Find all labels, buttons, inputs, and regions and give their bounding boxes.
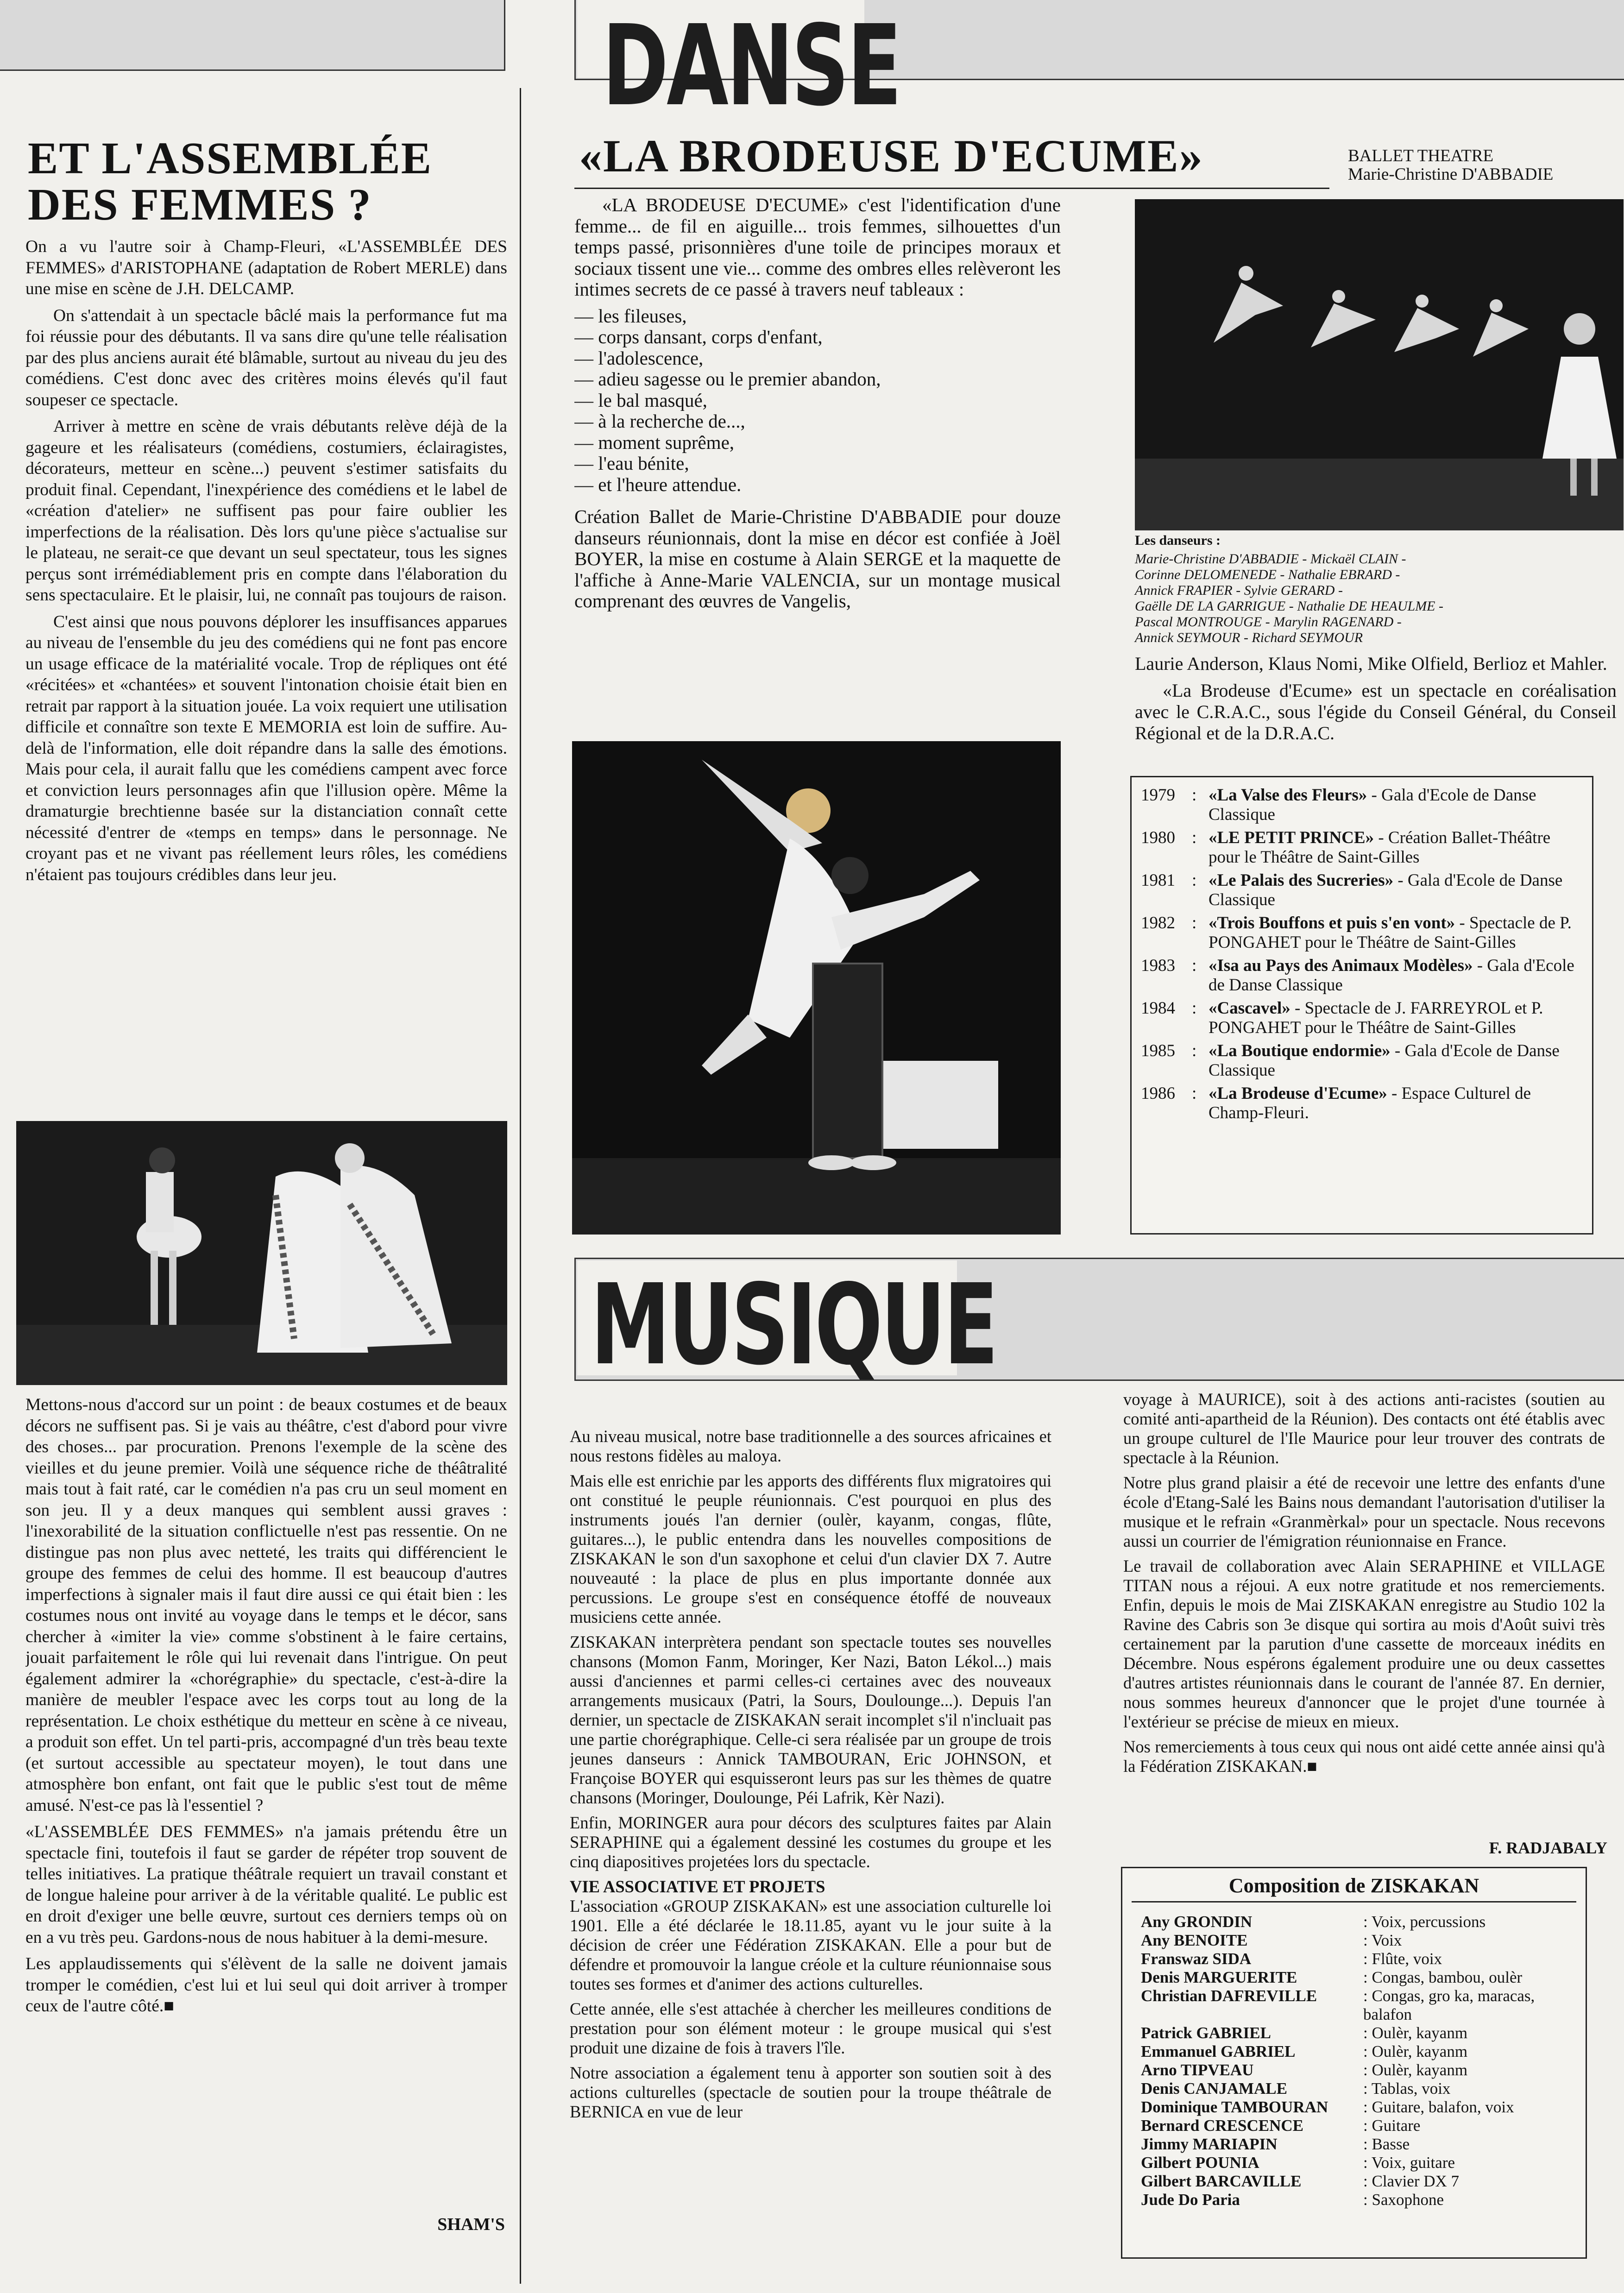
- danse-photo-ensemble: [1135, 199, 1624, 530]
- danse-byline-2: Marie-Christine D'ABBADIE: [1348, 165, 1554, 184]
- danse-tableau-item: — adieu sagesse ou le premier abandon,: [574, 368, 881, 390]
- timeline-year: 1980: [1141, 828, 1175, 847]
- musique-signature: F. RADJABALY: [1489, 1839, 1607, 1857]
- danse-byline-1: BALLET THEATRE: [1348, 146, 1494, 165]
- danse-photo-couple-illustration: [572, 741, 1061, 1235]
- timeline-row: 1981 : «Le Palais des Sucreries» - Gala d'Ecole de Danse Classique: [1141, 871, 1563, 909]
- composition-row: [1122, 1913, 1586, 1931]
- member-name: Gilbert BARCAVILLE: [1141, 2172, 1302, 2190]
- dancers-line: Annick FRAPIER - Sylvie GERARD -: [1135, 583, 1343, 598]
- danse-tableau-item: — le bal masqué,: [574, 389, 707, 411]
- member-role: : Congas, gro ka, maracas, balafon: [1363, 1987, 1535, 2023]
- timeline-row: 1984 : «Cascavel» - Spectacle de J. FARREYROL et P. PONGAHET pour le Théâtre de Saint-Gilles: [1141, 999, 1543, 1037]
- theatre-paragraph: On a vu l'autre soir à Champ-Fleuri, «L'ASSEMBLÉE DES FEMMES» d'ARISTOPHANE (adaptation de Robert MERLE) dans une mise en scène de J.H. DELCAMP.: [25, 237, 507, 298]
- musique-column-2: [1123, 1390, 1605, 1853]
- theatre-paragraph: Arriver à mettre en scène de vrais débutants relève déjà de la gageure et les réalisateurs (comédiens, costumiers, éclairagistes, décorateurs, metteur en scène...) peuvent s'estimer satisfaits du produit final. Cependant, l'inexpérience des comédiens et le label de «création d'atelier» ne suffisent pas pour faire oublier les imperfections de la réalisation. Dès lors qu'une pièce s'actualise sur le plateau, ne serait-ce que devant un seul spectateur, tous les signes perçus sont irrémédiablement pris en compte dans l'élaboration du sens spectaculaire. Et le plaisir, lui, ne connaît pas toujours de raison.: [25, 417, 507, 605]
- timeline-title: «Trois Bouffons et puis s'en vont»: [1209, 913, 1455, 932]
- timeline-row: 1983 : «Isa au Pays des Animaux Modèles» - Gala d'Ecole de Danse Classique: [1141, 956, 1574, 995]
- danse-creation: Création Ballet de Marie-Christine D'ABBADIE pour douze danseurs réunionnais, dont la mise en décor est confiée à Joël BOYER, la mise en costume à Alain SERGE et la maquette de l'affiche à Anne-Marie VALENCIA, sur un montage musical comprenant des œuvres de Vangelis,: [574, 506, 1061, 611]
- composition-row: [1122, 2191, 1586, 2209]
- musique-paragraph: Au niveau musical, notre base traditionnelle a des sources africaines et nous restons fidèles au maloya.: [570, 1427, 1051, 1465]
- member-role: : Guitare: [1363, 2117, 1421, 2135]
- member-name: Any GRONDIN: [1141, 1913, 1253, 1931]
- member-name: Jude Do Paria: [1141, 2191, 1240, 2209]
- member-role: : Clavier DX 7: [1363, 2172, 1460, 2190]
- timeline-detail: - Gala d'Ecole de Danse Classique: [1209, 871, 1563, 909]
- composition-row: [1122, 1950, 1586, 1968]
- theatre-column-bottom: [25, 1394, 507, 2251]
- member-name: Dominique TAMBOURAN: [1141, 2098, 1328, 2116]
- dancers-caption-title: Les danseurs :: [1135, 533, 1221, 548]
- member-role: : Congas, bambou, oulèr: [1363, 1968, 1523, 1986]
- theatre-paragraph: Mettons-nous d'accord sur un point : de beaux costumes et de beaux décors ne suffisent pas. Si je vais au théâtre, c'est d'abord pour vivre des choses... par procuration. Prenons l'exemple de la scène des vieilles et du jeune premier. Voilà une séquence riche de théâtralité mais tout à fait raté, car le comédien n'a pas cru un seul moment en son jeu. Il y a deux manques qui semblent aussi graves : l'inexorabilité de la situation conflictuelle n'est pas ressentie. On ne distingue pas non plus avec netteté, les traits qui différencient le groupe des femmes de celui des homme. Il est beaucoup d'autres imperfections à signaler mais il faut dire aussi ce qui était bien : les costumes nous ont invité au voyage dans le temps et le décor, sans chercher à «imiter la vie» comme s'obstinent à le faire certains, jouait parfaitement le rôle qui lui revenait dans l'intrigue. On peut également admirer la «chorégraphie» du spectacle, c'est-à-dire la manière de meubler l'espace avec les corps tout au long de la représentation. Le choix esthétique du metteur en scène à ce niveau, a produit son effet. Un tel parti-pris, accompagné d'un très beau texte (et surtout accessible au spectateur moyen), le tout dans une atmosphère bon enfant, ont fait que le public s'est tout de même amusé. N'est-ce pas là l'essentiel ?: [25, 1395, 507, 1815]
- dancers-line: Annick SEYMOUR - Richard SEYMOUR: [1135, 630, 1363, 645]
- danse-column-intro: [574, 195, 1061, 727]
- timeline-title: «La Brodeuse d'Ecume»: [1209, 1084, 1387, 1103]
- danse-tableau-item: — corps dansant, corps d'enfant,: [574, 326, 823, 347]
- danse-tableau-item: — et l'heure attendue.: [574, 473, 742, 495]
- theatre-photo: [16, 1121, 507, 1385]
- member-name: Christian DAFREVILLE: [1141, 1987, 1317, 2005]
- theatre-paragraph: [25, 1953, 507, 2017]
- danse-tableau-item: — l'adolescence,: [574, 347, 704, 369]
- member-role: : Flûte, voix: [1363, 1950, 1442, 1968]
- member-role: : Oulèr, kayanm: [1363, 2061, 1468, 2079]
- theatre-paragraph: C'est ainsi que nous pouvons déplorer les insuffisances apparues au niveau de l'ensemble du jeu des comédiens qui ne font pas encore un usage efficace de la matérialité vocale. Trop de répliques ont été «récitées» et «chantées» et souvent l'intonation choisie était bien en retrait par rapport à la situation jouée. La voix requiert une utilisation difficile et connaître son texte E MEMORIA est loin de suffire. Au-delà de l'information, elle doit répandre dans la salle des émotions. Mais pour cela, il aurait fallu que les comédiens campent avec force et conviction leurs personnages afin que l'illusion opère. Même la dramaturgie brechtienne basée sur la distanciation connaît cette nécessité d'entrer de «temps en temps» dans le personnage. Ne croyant pas et ne vivant pas réellement leurs rôles, les comédiens n'étaient pas toujours crédibles dans leur jeu.: [25, 612, 507, 884]
- timeline-row: 1986 : «La Brodeuse d'Ecume» - Espace Culturel de Champ-Fleuri.: [1141, 1084, 1531, 1122]
- timeline-row: 1979 : «La Valse des Fleurs» - Gala d'Ecole de Danse Classique: [1141, 786, 1536, 824]
- timeline-year: 1982: [1141, 913, 1175, 932]
- timeline-detail: - Gala d'Ecole de Danse Classique: [1209, 1041, 1560, 1080]
- dancers-line: Corinne DELOMENEDE - Nathalie EBRARD -: [1135, 567, 1400, 582]
- timeline-year: 1986: [1141, 1084, 1175, 1103]
- member-name: Denis CANJAMALE: [1141, 2079, 1287, 2098]
- composition-row: [1122, 2024, 1586, 2042]
- section-title-danse: DANSE: [602, 1, 900, 131]
- member-role: : Tablas, voix: [1363, 2079, 1451, 2098]
- danse-tableau-item: — moment suprême,: [574, 431, 735, 453]
- timeline-title: «Cascavel»: [1209, 999, 1290, 1018]
- member-role: : Voix: [1363, 1931, 1402, 1949]
- musique-paragraph: Mais elle est enrichie par les apports des différents flux migratoires qui ont constitué le peuple réunionnais. C'est pourquoi en plus des instruments joués l'an dernier (oulèr, kayanm, congas, flûte, guitares...), le public entendra dans les nouvelles compositions de ZISKAKAN le son d'un saxophone et celui d'un clavier DX 7. Autre nouveauté : la place de plus en plus importante donnée aux percussions. Le groupe s'est en conséquence étoffé de nouveaux musiciens cette année.: [570, 1471, 1051, 1626]
- timeline-detail: - Espace Culturel de Champ-Fleuri.: [1209, 1084, 1531, 1122]
- composition-row: [1122, 2079, 1586, 2098]
- composition-row: [1122, 1931, 1586, 1950]
- composition-title: Composition de ZISKAKAN: [1132, 1868, 1576, 1902]
- dancers-line: Pascal MONTROUGE - Marylin RAGENARD -: [1135, 614, 1402, 630]
- timeline-title: «LE PETIT PRINCE»: [1209, 828, 1374, 847]
- musique-subhead: VIE ASSOCIATIVE ET PROJETS: [570, 1877, 825, 1896]
- member-role: : Voix, percussions: [1363, 1913, 1486, 1931]
- musique-paragraph: Notre association a également tenu à apporter son soutien soit à des actions culturelles (spectacle de soutien pour la troupe théâtrale de BERNICA en vue de leur: [570, 2063, 1051, 2121]
- member-name: Gilbert POUNIA: [1141, 2154, 1259, 2172]
- timeline-title: «La Valse des Fleurs»: [1209, 786, 1367, 805]
- timeline-detail: - Gala d'Ecole de Danse Classique: [1209, 956, 1574, 995]
- timeline-title: «La Boutique endormie»: [1209, 1041, 1391, 1060]
- member-role: : Basse: [1363, 2135, 1410, 2153]
- musique-paragraph: ZISKAKAN interprètera pendant son spectacle toutes ses nouvelles chansons (Momon Fanm, Moringer, Ker Nazi, Baton Lékol...) mais aussi d'anciennes et parmi celles-ci certaines avec des nouveaux arrangements musicaux (Patri, la Sours, Doulounge...). Depuis l'an dernier, un spectacle de ZISKAKAN serait incomplet s'il n'incluait pas une partie chorégraphique. Celle-ci sera réalisée par un groupe de trois jeunes danseurs : Annick TAMBOURAN, Eric JOHNSON, et Françoise BOYER qui esquisseront leurs pas sur les thèmes de quatre chansons (Moringer, Doulounge, Péi Lafrik, Kèr Nazi).: [570, 1632, 1051, 1807]
- member-name: Emmanuel GABRIEL: [1141, 2042, 1296, 2060]
- danse-headline-rule: [574, 188, 1329, 189]
- composition-row: [1122, 2135, 1586, 2154]
- timeline-detail: - Spectacle de P. PONGAHET pour le Théâtre de Saint-Gilles: [1209, 913, 1572, 952]
- composition-row: [1122, 1968, 1586, 1987]
- section-title-musique: MUSIQUE: [591, 1260, 997, 1390]
- danse-intro: «LA BRODEUSE D'ECUME» c'est l'identification d'une femme... de fil en aiguille... trois femmes, silhouettes d'un temps passé, prisonnières d'une toile de principes moraux et sociaux tissent une vie... comme des ombres elles relèveront les intimes secrets de ce passé à travers neuf tableaux :: [574, 195, 1061, 300]
- timeline-year: 1984: [1141, 999, 1175, 1018]
- theatre-paragraph-text: Les applaudissements qui s'élèvent de la salle ne doivent jamais tromper le comédien, c'est lui et lui seul qui doit arriver à tromper ceux de l'autre côté.: [25, 1954, 507, 2016]
- member-name: Any BENOITE: [1141, 1931, 1248, 1949]
- composition-row: [1122, 2172, 1586, 2191]
- timeline-row: 1980 : «LE PETIT PRINCE» - Création Ballet-Théâtre pour le Théâtre de Saint-Gilles: [1141, 828, 1551, 867]
- danse-tableaux-list: [574, 306, 1061, 496]
- dancers-line: Gaëlle DE LA GARRIGUE - Nathalie DE HEAULME -: [1135, 598, 1443, 614]
- timeline-year: 1985: [1141, 1041, 1175, 1060]
- column-divider: [520, 88, 521, 2284]
- timeline-row: 1985 : «La Boutique endormie» - Gala d'Ecole de Danse Classique: [1141, 1041, 1560, 1080]
- member-role: : Oulèr, kayanm: [1363, 2042, 1468, 2060]
- musique-paragraph-text: Nos remerciements à tous ceux qui nous ont aidé cette année ainsi qu'à la Fédération ZISKAKAN.: [1123, 1737, 1605, 1776]
- danse-column-right: [1135, 653, 1617, 750]
- timeline-title: «Isa au Pays des Animaux Modèles»: [1209, 956, 1473, 975]
- theatre-signature: SHAM'S: [437, 2215, 505, 2234]
- danse-headline: «LA BRODEUSE D'ECUME»: [579, 130, 1203, 182]
- danse-tableau-item: — l'eau bénite,: [574, 453, 689, 474]
- theatre-photo-illustration: [16, 1121, 507, 1385]
- member-name: Franswaz SIDA: [1141, 1950, 1252, 1968]
- header-band-left: [0, 0, 505, 71]
- timeline-detail: - Gala d'Ecole de Danse Classique: [1209, 786, 1536, 824]
- composition-row: [1122, 2117, 1586, 2135]
- member-name: Jimmy MARIAPIN: [1141, 2135, 1278, 2153]
- theatre-column-top: [25, 236, 507, 1112]
- member-role: : Oulèr, kayanm: [1363, 2024, 1468, 2042]
- musique-paragraph: Le travail de collaboration avec Alain SERAPHINE et VILLAGE TITAN nous a réjoui. A eux notre gratitude et nos remerciements. Enfin, depuis le mois de Mai ZISKAKAN enregistre au Studio 102 la Ravine des Cabris son 3e disque qui sortira au mois d'Août suivi très certainement par la parution d'une cassette de morceaux inédits en Décembre. Nous espérons également produire une ou deux cassettes d'autres artistes réunionnais dans le courant de l'année 87. En dernier, nous sommes heureux d'annoncer que le projet d'une tournée à l'extérieur se précise de mieux en mieux.: [1123, 1556, 1605, 1731]
- member-name: Denis MARGUERITE: [1141, 1968, 1297, 1986]
- musique-column-1: [570, 1427, 1051, 2265]
- member-role: : Guitare, balafon, voix: [1363, 2098, 1514, 2116]
- musique-paragraph: [1123, 1737, 1605, 1776]
- musique-end-mark: ■: [1307, 1757, 1317, 1776]
- theatre-headline-line2: DES FEMMES ?: [28, 180, 372, 230]
- member-name: Patrick GABRIEL: [1141, 2024, 1271, 2042]
- danse-tableau-item: — à la recherche de...,: [574, 410, 745, 432]
- musique-paragraph: Notre plus grand plaisir a été de recevoir une lettre des enfants d'une école d'Etang-Salé les Bains nous demandant l'autorisation d'utiliser la musique et le refrain «Granmèrkal» pour un spectacle. Nous recevons aussi un courrier de l'émigration réunionnaise en France.: [1123, 1473, 1605, 1550]
- timeline-detail: - Création Ballet-Théâtre pour le Théâtre de Saint-Gilles: [1209, 828, 1551, 867]
- timeline-year: 1979: [1141, 786, 1175, 805]
- dancers-list: [1135, 551, 1617, 646]
- timeline-row: 1982 : «Trois Bouffons et puis s'en vont» - Spectacle de P. PONGAHET pour le Théâtre de Saint-Gilles: [1141, 913, 1572, 952]
- timeline-year: 1983: [1141, 956, 1175, 975]
- danse-timeline-box: [1130, 776, 1593, 1235]
- musique-paragraph: Cette année, elle s'est attachée à chercher les meilleures conditions de prestation pour son élément moteur : le groupe musical qui s'est produit une dizaine de fois à travers l'île.: [570, 1999, 1051, 2057]
- timeline-title: «Le Palais des Sucreries»: [1209, 871, 1394, 890]
- member-name: Bernard CRESCENCE: [1141, 2117, 1304, 2135]
- composition-row: [1122, 2042, 1586, 2061]
- danse-tableau-item: — les fileuses,: [574, 305, 687, 327]
- danse-photo-ensemble-illustration: [1135, 199, 1624, 530]
- danse-photo-couple: [572, 741, 1061, 1235]
- dancers-line: Marie-Christine D'ABBADIE - Mickaël CLAIN -: [1135, 551, 1406, 567]
- composition-row: [1122, 2061, 1586, 2079]
- member-role: : Voix, guitare: [1363, 2154, 1455, 2172]
- musique-paragraph: Enfin, MORINGER aura pour décors des sculptures faites par Alain SERAPHINE qui a également dessiné les costumes du groupe et les cinq diapositives projetées lors du spectacle.: [570, 1813, 1051, 1871]
- composition-box: [1121, 1867, 1587, 2259]
- theatre-paragraph: «L'ASSEMBLÉE DES FEMMES» n'a jamais prétendu être un spectacle fini, toutefois il faut se garder de répéter trop souvent de telles initiatives. La pratique théâtrale requiert un travail constant et de longue haleine pour arriver à de la véritable qualité. Le public est en droit d'exiger une belle œuvre, surtout ces derniers temps où on en a vu très peu. Gardons-nous de nous habituer à la demi-mesure.: [25, 1822, 507, 1947]
- member-name: Arno TIPVEAU: [1141, 2061, 1254, 2079]
- composition-row: [1122, 2098, 1586, 2117]
- timeline-detail: - Spectacle de J. FARREYROL et P. PONGAHET pour le Théâtre de Saint-Gilles: [1209, 999, 1543, 1037]
- timeline-year: 1981: [1141, 871, 1175, 890]
- composition-row: [1122, 1987, 1586, 2024]
- musique-paragraph: voyage à MAURICE), soit à des actions anti-racistes (soutien au comité anti-apartheid de la Réunion). Des contacts ont été établis avec un groupe culturel de l'Ile Maurice pour leur trouver des contrats de spectacle à la Réunion.: [1123, 1390, 1605, 1467]
- composition-row: [1122, 2154, 1586, 2172]
- theatre-paragraph: On s'attendait à un spectacle bâclé mais la performance fut ma foi réussie pour des débutants. Il va sans dire qu'une telle réalisation par des plus anciens aurait été blâmable, surtout au niveau du jeu des comédiens. C'est donc avec des critères moins élevés qu'il faut soupeser ce spectacle.: [25, 306, 507, 409]
- danse-coproduction: «La Brodeuse d'Ecume» est un spectacle en coréalisation avec le C.R.A.C., sous l'égide du Conseil Général, du Conseil Régional et de la D.R.A.C.: [1135, 680, 1617, 743]
- theatre-headline-line1: ET L'ASSEMBLÉE: [28, 133, 433, 183]
- danse-music-continued: Laurie Anderson, Klaus Nomi, Mike Olfield, Berlioz et Mahler.: [1135, 653, 1607, 674]
- theatre-end-mark: ■: [164, 1997, 174, 2016]
- musique-paragraph: L'association «GROUP ZISKAKAN» est une association culturelle loi 1901. Elle a été déclarée le 18.11.85, ayant vu le jour suite à la décision de créer une Fédération ZISKAKAN. Elle a pour but de défendre et promouvoir la langue créole et la culture réunionnaise sous toutes ses formes et d'animer des actions culturelles.: [570, 1896, 1051, 1993]
- member-role: : Saxophone: [1363, 2191, 1444, 2209]
